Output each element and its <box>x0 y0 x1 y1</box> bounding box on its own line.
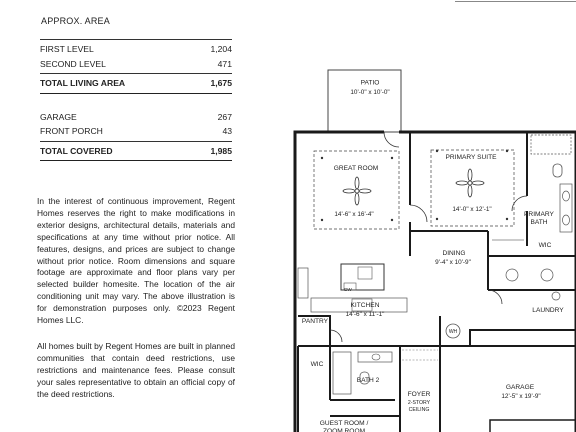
dryer <box>541 269 553 281</box>
primary-bath-label: PRIMARY <box>524 211 554 218</box>
dining-label: DINING <box>442 250 466 257</box>
tub <box>333 352 351 394</box>
primary-bath-label: BATH <box>530 219 548 226</box>
pantry-label: PANTRY <box>301 318 329 325</box>
laundry-label: LAUNDRY <box>532 307 564 314</box>
garage-label: GARAGE <box>505 384 535 391</box>
vanity <box>358 352 392 362</box>
washer <box>506 269 518 281</box>
primary-suite-label: PRIMARY SUITE <box>445 154 497 161</box>
area-value: 1,985 <box>210 145 232 156</box>
fan-icon <box>343 177 371 205</box>
great-room-label: GREAT ROOM <box>333 165 379 172</box>
kitchen-label: KITCHEN <box>350 302 380 309</box>
wic-label: WIC <box>310 361 324 368</box>
area-value: 43 <box>222 126 232 137</box>
fan-icon <box>456 169 484 197</box>
area-title: APPROX. AREA <box>41 16 110 26</box>
area-value: 1,675 <box>210 78 232 89</box>
foyer-note: 2-STORY <box>407 400 431 406</box>
great-room-dims: 14'-6" x 16'-4" <box>334 211 374 218</box>
deed-restrictions-paragraph: All homes built by Regent Homes are built in planned communities that contain deed restrictions, use restrictions and maintenance fees. Please consult your sales representative to obtain an official copy of the deed restrictions. <box>37 341 235 399</box>
area-value: 1,204 <box>210 44 232 55</box>
area-label: GARAGE <box>40 111 77 122</box>
patio-dims: 10'-0" x 10'-0" <box>350 89 390 96</box>
ceiling-outline <box>431 150 514 226</box>
bath-2-label: BATH 2 <box>356 377 380 384</box>
water-heater-label: WH <box>448 329 458 335</box>
patio-label: PATIO <box>360 79 380 87</box>
garage-dims: 12'-5" x 19'-9" <box>501 393 541 400</box>
foyer-note: CEILING <box>408 407 430 413</box>
shower <box>531 135 571 154</box>
area-label: TOTAL LIVING AREA <box>40 78 126 89</box>
area-label: SECOND LEVEL <box>40 58 106 69</box>
area-label: FRONT PORCH <box>40 126 103 137</box>
area-label: FIRST LEVEL <box>40 44 94 55</box>
dining-dims: 9'-4" x 10'-9" <box>435 259 471 266</box>
area-label: TOTAL COVERED <box>40 145 113 156</box>
primary-suite-dims: 14'-0" x 12'-1" <box>452 206 492 213</box>
dishwasher-label: DW <box>344 287 352 292</box>
guest-room-label: GUEST ROOM / <box>319 420 369 427</box>
refrigerator <box>298 268 308 298</box>
area-value: 267 <box>217 111 232 122</box>
wic-label: WIC <box>538 242 552 249</box>
foyer-label: FOYER <box>407 391 431 398</box>
sink <box>358 267 372 279</box>
disclaimer-paragraph: In the interest of continuous improvement, Regent Homes reserves the right to make modifications in exterior designs, architectural details, materials and specifications at any time without prior notice. All features, designs, and prices are subject to change without prior notice. Room dimensions and square footage are approximate and floor plans vary per selected builder homesite. The location of the air conditioning unit may vary. The above illustration is for demonstration purposes only. ©2023 Regent Homes LLC. <box>37 196 235 326</box>
area-value: 471 <box>217 58 232 69</box>
guest-room-label: ZOOM ROOM <box>322 428 366 432</box>
toilet <box>553 164 562 177</box>
kitchen-dims: 14'-6" x 11'-1" <box>345 311 385 318</box>
